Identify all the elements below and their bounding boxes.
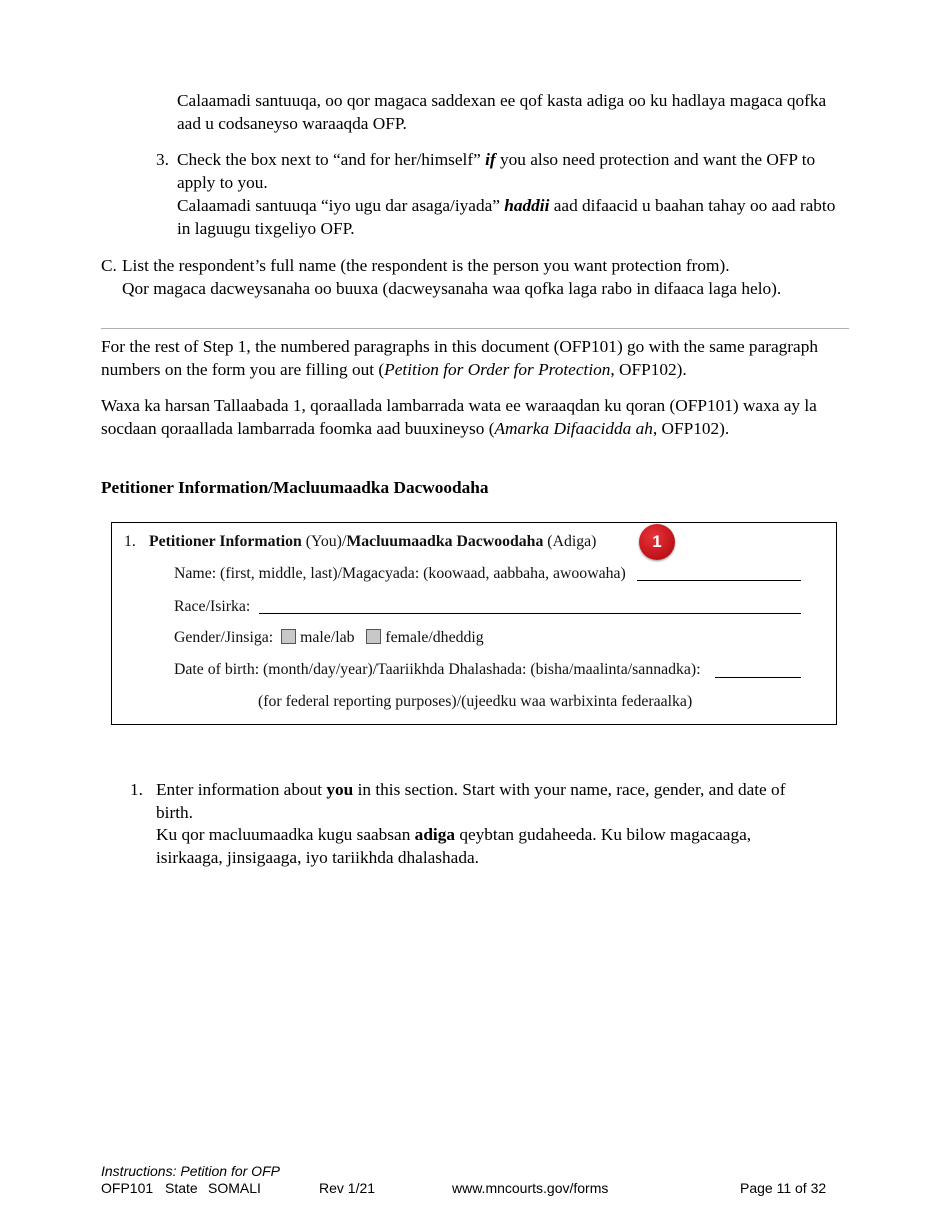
instruction-1-number: 1.: [130, 780, 143, 799]
form-item-number: 1.: [124, 533, 136, 550]
item-c-somali: Qor magaca dacweysanaha oo buuxa (dacweysanaha waa qofka laga rabo in difaaca laga helo).: [122, 279, 782, 298]
race-field-line[interactable]: [259, 613, 801, 614]
gender-field-row: [174, 628, 484, 648]
male-option-label: male/lab: [300, 629, 355, 646]
section-divider: [101, 328, 849, 329]
female-checkbox[interactable]: [366, 629, 381, 644]
intro-somali-text: Calaamadi santuuqa, oo qor magaca saddexan ee qof kasta adiga oo ku hadlaya magaca qofka aad u codsaneyso waraaqda OFP.: [177, 91, 827, 133]
footer-page-number: Page 11 of 32: [740, 1180, 827, 1196]
footer-url[interactable]: www.mncourts.gov/forms: [452, 1180, 609, 1196]
name-field-label: Name: (first, middle, last)/Magacyada: (koowaad, aabbaha, awoowaha): [174, 565, 626, 582]
name-field-line[interactable]: [637, 580, 801, 581]
step-number-badge: 1: [639, 524, 675, 560]
footer-revision: Rev 1/21: [319, 1180, 376, 1196]
instruction-1-english: Enter information about you in this section. Start with your name, race, gender, and date of birth.: [156, 780, 786, 822]
item-3-number: 3.: [156, 150, 169, 169]
instruction-1-somali: Ku qor macluumaadka kugu saabsan adiga qeybtan gudaheeda. Ku bilow magacaaga, isirkaaga, jinsigaaga, iyo tariikhda dhalashada.: [156, 825, 752, 867]
footer-title: Instructions: Petition for OFP: [101, 1163, 280, 1179]
form-section-title: Petitioner Information (You)/Macluumaadka Dacwoodaha (Adiga): [149, 533, 597, 550]
item-c-letter: C.: [101, 256, 117, 275]
gender-field-label: Gender/Jinsiga:: [174, 629, 274, 646]
race-field-label: Race/Isirka:: [174, 598, 251, 615]
dob-field-line[interactable]: [715, 677, 801, 678]
item-c-english: List the respondent’s full name (the respondent is the person you want protection from).: [122, 256, 730, 275]
item-3-english: Check the box next to “and for her/himself” if you also need protection and want the OFP to apply to you.: [177, 150, 816, 192]
rest-of-step-somali: Waxa ka harsan Tallaabada 1, qoraallada lambarrada wata ee waraaqdan ku qoran (OFP101) waxa ay la socdaan qoraallada lambarrada foomka aad buuxineyso (Amarka Difaacidda ah, OFP102).: [101, 396, 817, 438]
female-option-label: female/dheddig: [385, 629, 484, 646]
footer-language: SOMALI: [208, 1180, 261, 1196]
footer-form-code: OFP101: [101, 1180, 154, 1196]
dob-field-label: Date of birth: (month/day/year)/Taariikhda Dhalashada: (bisha/maalinta/sannadka):: [174, 661, 701, 678]
footer-state: State: [165, 1180, 198, 1196]
rest-of-step-english: For the rest of Step 1, the numbered paragraphs in this document (OFP101) go with the same paragraph numbers on the form you are filling out (Petition for Order for Protection, OFP102).: [101, 337, 819, 379]
item-3-somali: Calaamadi santuuqa “iyo ugu dar asaga/iyada” haddii aad difaacid u baahan tahay oo aad rabto in laguugu tixgeliyo OFP.: [177, 196, 836, 238]
male-checkbox[interactable]: [281, 629, 296, 644]
federal-note: (for federal reporting purposes)/(ujeedku waa warbixinta federaalka): [258, 693, 693, 710]
section-heading: Petitioner Information/Macluumaadka Dacwoodaha: [101, 478, 489, 497]
